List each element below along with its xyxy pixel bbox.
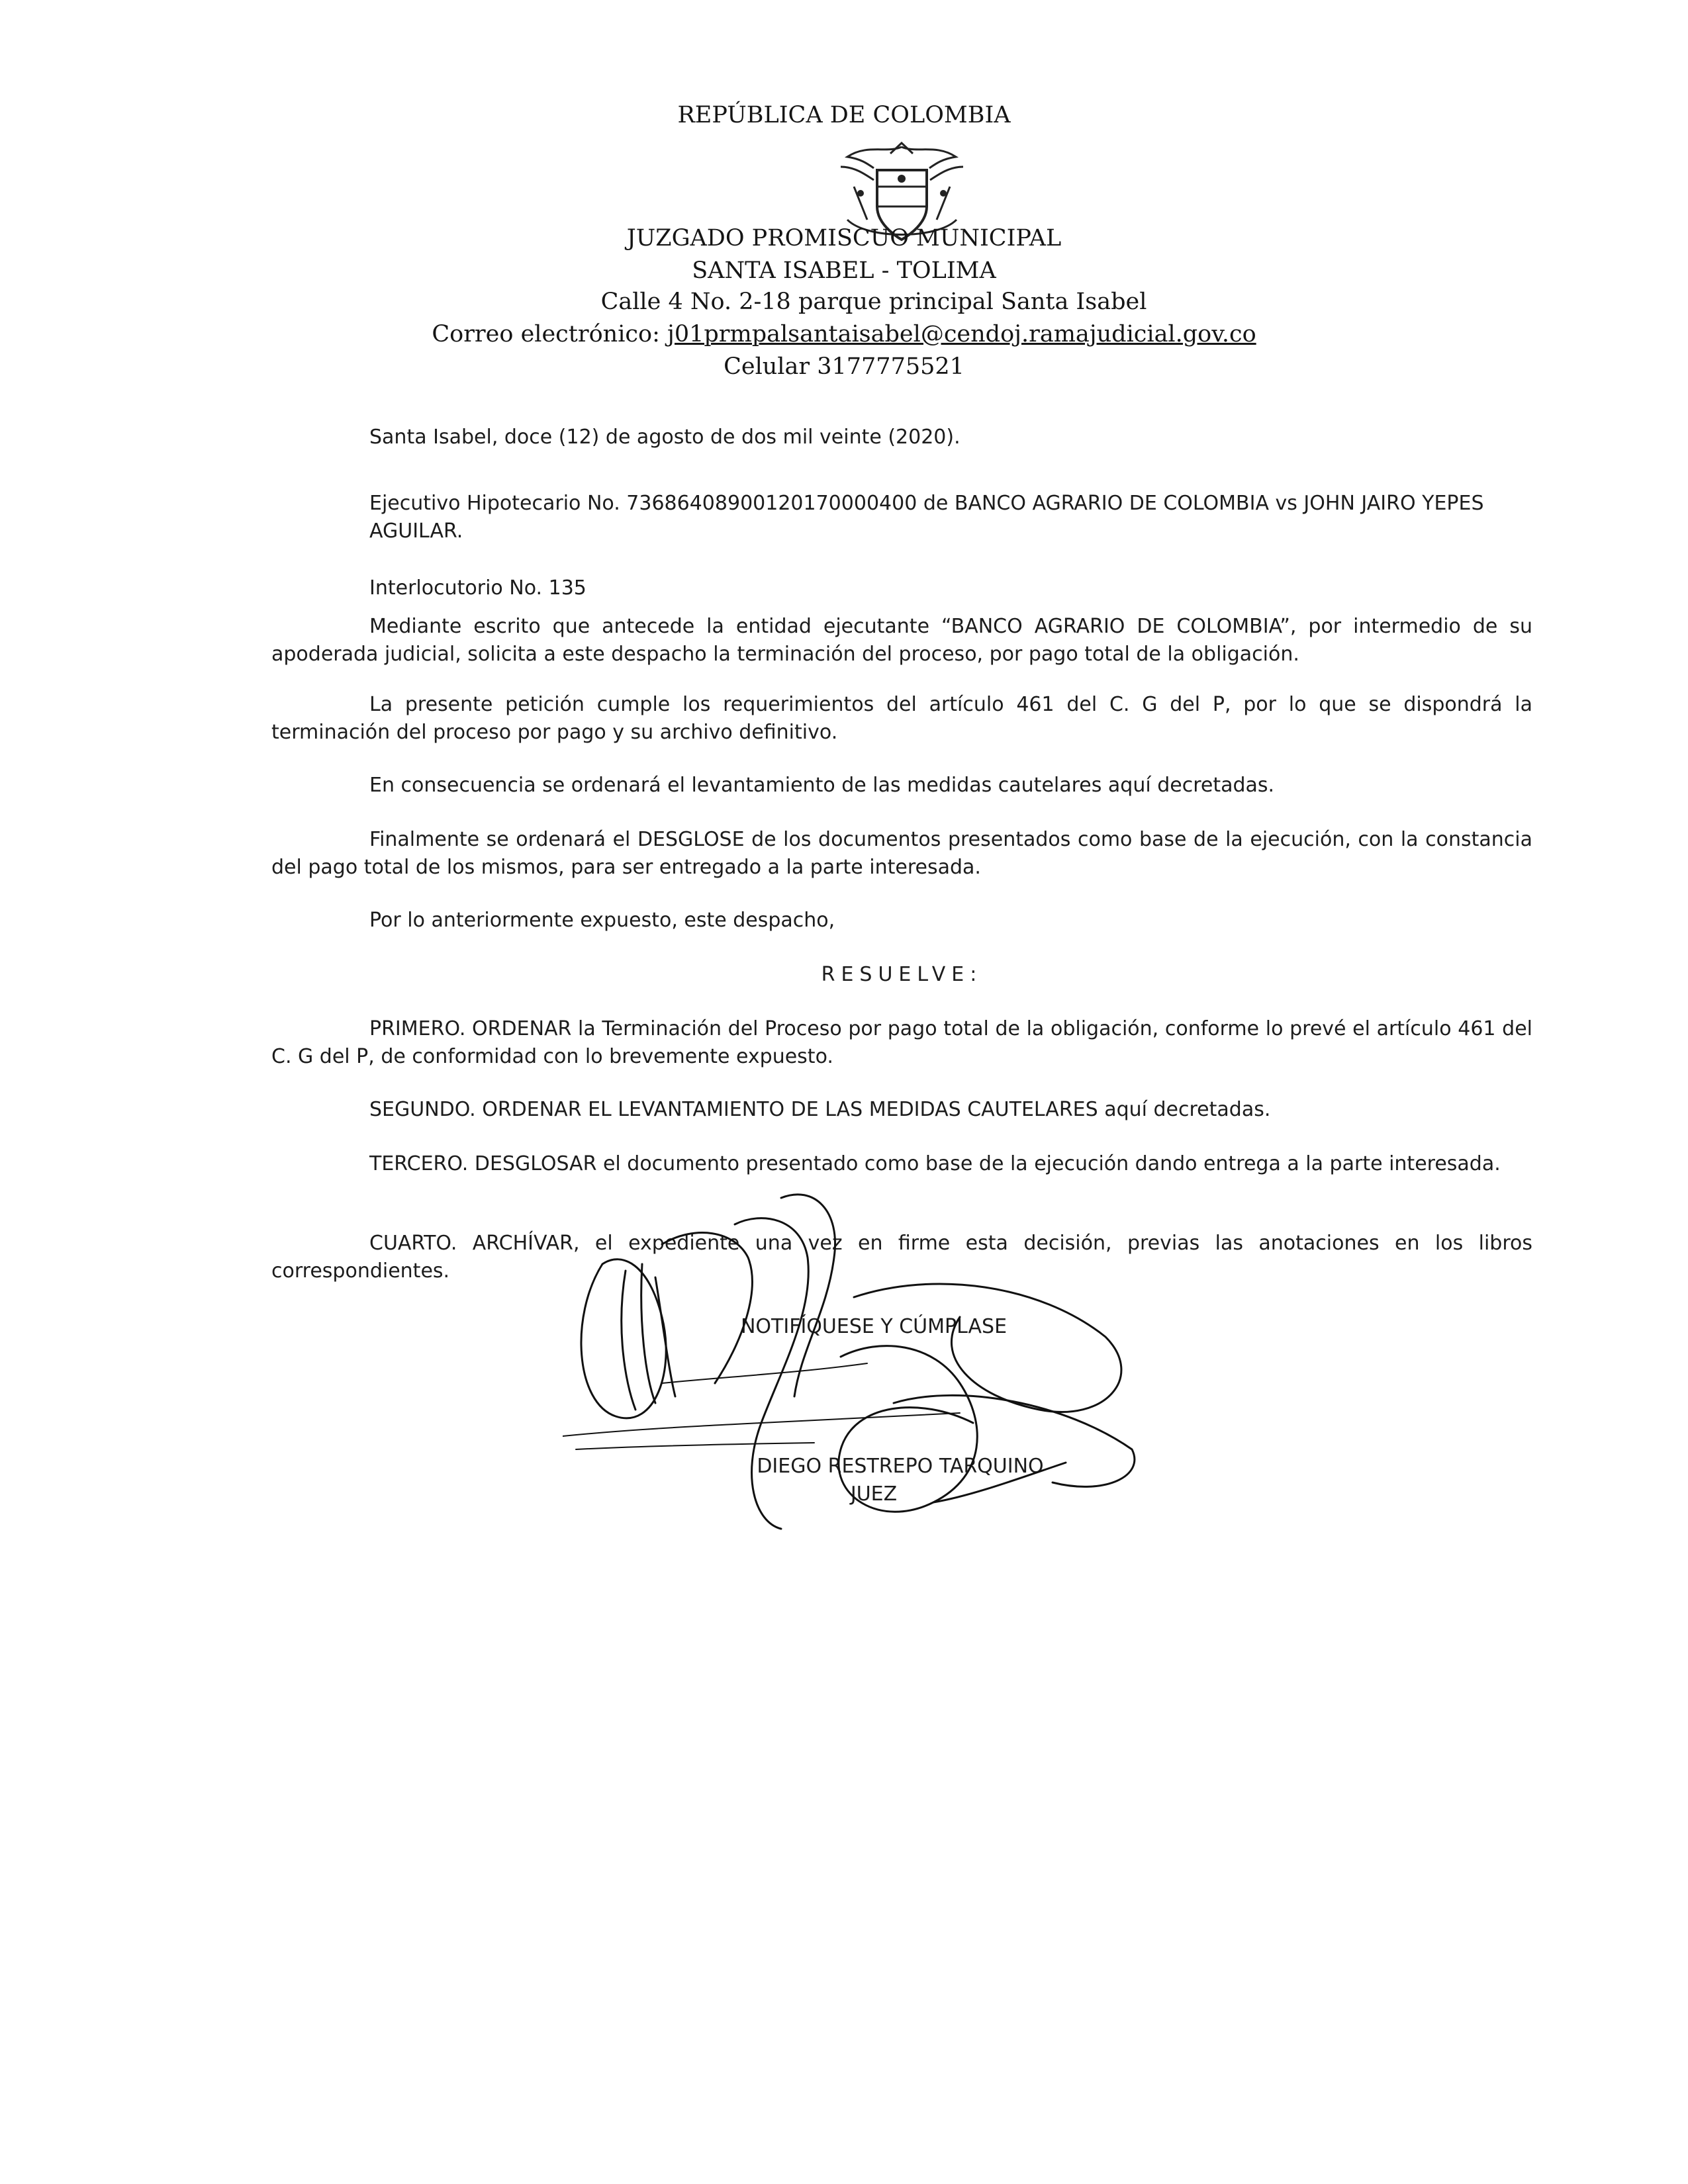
handwritten-signature [563, 1185, 1158, 1555]
closing-formula: NOTIFÍQUESE Y CÚMPLASE [740, 1315, 1008, 1338]
court-phone: Celular 3177775521 [724, 353, 964, 380]
order-primero: PRIMERO. ORDENAR la Terminación del Proceso por pago total de la obligación, conforme lo prevé el artículo 461 del C. G del P, de conformidad con lo brevemente expuesto. [271, 1017, 1532, 1068]
order-cuarto: CUARTO. ARCHÍVAR, el expediente una vez en firme esta decisión, previas las anotaciones en los libros correspondientes. [271, 1232, 1532, 1283]
email-link[interactable]: j01prmpalsantaisabel@cendoj.ramajudicial.gov.co [667, 321, 1256, 347]
paragraph-request: Mediante escrito que antecede la entidad ejecutante “BANCO AGRARIO DE COLOMBIA”, por intermedio de su apoderada judicial, solicita a este despacho la terminación del proceso, por pago total de la obligación. [271, 615, 1532, 666]
resuelve-heading: RESUELVE: [821, 963, 983, 986]
signer-title: JUEZ [850, 1482, 898, 1506]
order-segundo: SEGUNDO. ORDENAR EL LEVANTAMIENTO DE LAS MEDIDAS CAUTELARES aquí decretadas. [369, 1098, 1271, 1121]
email-label: Correo electrónico: [432, 321, 660, 347]
paragraph-desglose: Finalmente se ordenará el DESGLOSE de los documentos presentados como base de la ejecución, con la constancia del pago total de los mismos, para ser entregado a la parte interesada. [271, 828, 1532, 879]
court-name: JUZGADO PROMISCUO MUNICIPAL [626, 225, 1062, 251]
date-line: Santa Isabel, doce (12) de agosto de dos mil veinte (2020). [369, 426, 961, 449]
court-location: SANTA ISABEL - TOLIMA [692, 257, 996, 284]
court-email-line [0, 320, 1688, 349]
paragraph-expuesto: Por lo anteriormente expuesto, este despacho, [369, 909, 835, 932]
paragraph-requirements: La presente petición cumple los requerimientos del artículo 461 del C. G del P, por lo que se dispondrá la terminación del proceso por pago y su archivo definitivo. [271, 693, 1532, 744]
country-heading: REPÚBLICA DE COLOMBIA [677, 102, 1011, 128]
paragraph-consequence: En consecuencia se ordenará el levantamiento de las medidas cautelares aquí decretadas. [369, 774, 1275, 797]
order-tercero: TERCERO. DESGLOSAR el documento presentado como base de la ejecución dando entrega a la parte interesada. [369, 1152, 1501, 1175]
case-reference: Ejecutivo Hipotecario No. 73686408900120170000400 de BANCO AGRARIO DE COLOMBIA vs JOHN JAIRO YEPES AGUILAR. [369, 492, 1484, 543]
interlocutorio-number: Interlocutorio No. 135 [369, 576, 586, 600]
signer-name: DIEGO RESTREPO TARQUINO [757, 1455, 1044, 1478]
court-address: Calle 4 No. 2-18 parque principal Santa Isabel [600, 289, 1147, 315]
